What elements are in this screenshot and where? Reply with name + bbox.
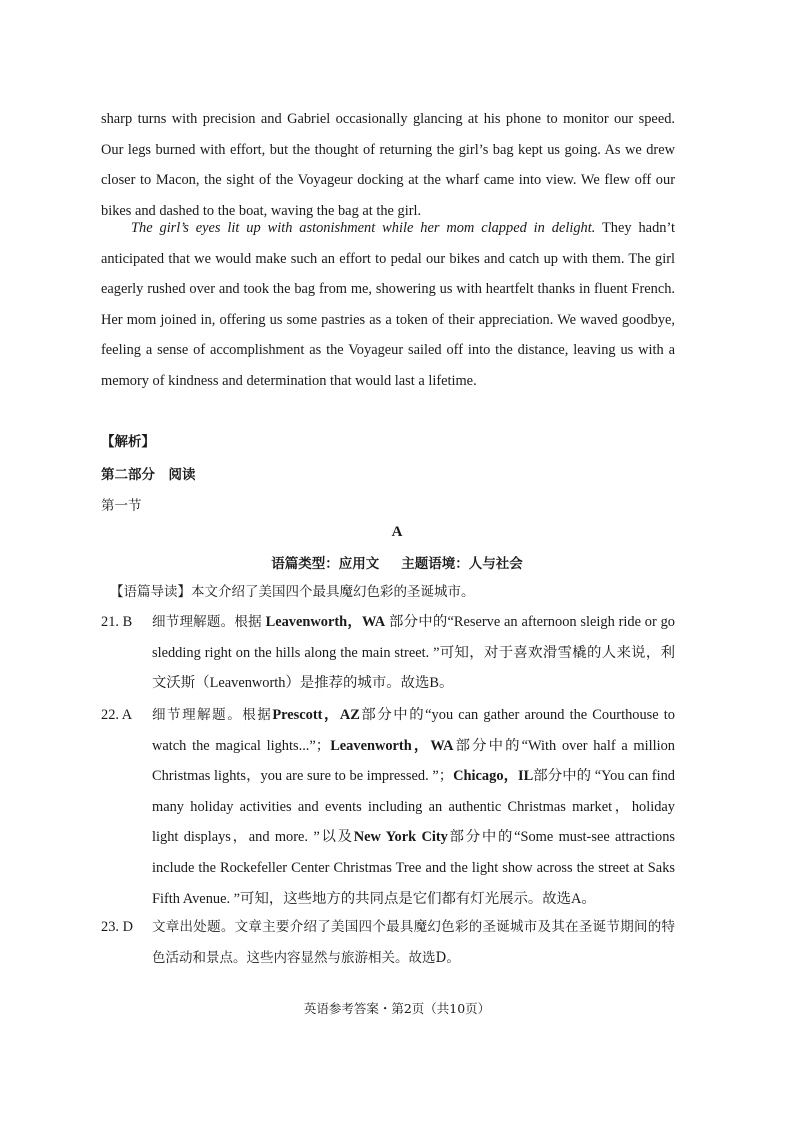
text-type: 语篇类型：应用文 [271,556,380,572]
page-footer: 英语参考答案・第2页（共10页） [303,1001,491,1016]
passage-paragraph-1: sharp turns with precision and Gabriel occasionally glancing at his phone to monitor our speed. Our legs burned with effort, but the thought of returning the girl’s bag kept us going. As we drew closer to Macon, the sight of the Voyageur docking at the wharf came into view. We flew off our bikes and dashed to the boat, waving the bag at the girl. [101,111,675,219]
answer-number: 21. B [101,614,133,630]
passage-intro: 【语篇导读】本文介绍了美国四个最具魔幻色彩的圣诞城市。 [110,584,475,600]
answer-number: 22. A [101,707,133,723]
paragraph-body: They hadn’t anticipated that we would make such an effort to pedal our bikes and catch up with them. The girl eagerly rushed over and took the bag from me, showering us with heartfelt thanks in fluent French. Her mom joined in, offering us some pastries as a token of their appreciation. We waved goodbye, feeling a sense of accomplishment as the Voyageur sailed off into the distance, leaving us with a memory of kindness and determination that would last a lifetime. [101,220,675,389]
paragraph-lead-sentence: The girl’s eyes lit up with astonishment while her mom clapped in delight. [131,220,596,236]
answer-number: 23. D [101,919,133,935]
answer-23 [101,912,675,973]
part-heading: 第二部分 阅读 [101,467,196,483]
answer-explanation: 文章出处题。文章主要介绍了美国四个最具魔幻色彩的圣诞城市及其在圣诞节期间的特色活动和景点。这些内容显然与旅游相关。故选D。 [152,919,675,966]
answer-explanation: 细节理解题。根据Prescott，AZ部分中的“you can gather around the Courthouse to watch the magical lights...”；Leavenworth，WA部分中的“With over half a million Christmas lights，you are sure to be impressed. ”；Chicago，IL部分中的 “You can find many holiday activities and events including an authentic Christmas market，holiday light displays，and more. ”以及New York City部分中的“Some must-see attractions include the Rockefeller Center Christmas Tree and the light show across the street at Saks Fifth Avenue. ”可知，这些地方的共同点是它们都有灯光展示。故选A。 [152,707,675,907]
passage-paragraph-2 [101,213,675,397]
passage-meta [0,552,794,572]
answer-21 [101,607,675,699]
analysis-heading: 【解析】 [101,434,155,450]
answer-22 [101,700,675,914]
passage-letter: A [391,524,403,540]
section-heading: 第一节 [101,498,142,514]
answer-explanation: 细节理解题。根据 Leavenworth，WA 部分中的“Reserve an afternoon sleigh ride or go sledding right on the hills along the main street. ”可知，对于喜欢滑雪橇的人来说，利文沃斯（Leavenworth）是推荐的城市。故选B。 [152,614,675,692]
theme-context: 主题语境：人与社会 [401,556,523,572]
